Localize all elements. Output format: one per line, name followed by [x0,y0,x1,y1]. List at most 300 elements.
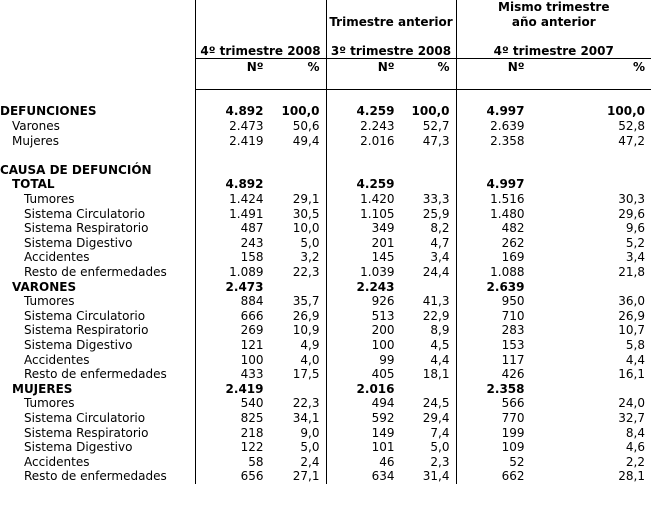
percent-value: 30,5 [292,206,320,221]
defunciones-period [195,104,326,119]
period-values [457,236,651,250]
cause-row [0,221,651,236]
period-values [196,207,326,221]
period-cell [195,469,326,484]
cause-label: Resto de enfermedades [24,264,167,279]
period-values [457,426,651,440]
count-value: 200 [371,323,395,338]
period-cell [326,308,456,323]
unit-labels [326,59,456,74]
period-cell [195,250,326,265]
group-total-value: 2.639 [486,279,525,294]
period-values [196,265,326,279]
count-value: 513 [371,308,395,323]
unit-labels [195,59,326,74]
percent-value: 3,2 [300,250,320,265]
period-values [327,426,456,440]
period-cell [195,425,326,440]
percent-value: 35,7 [292,294,320,309]
period-values [457,469,651,483]
percent-value: 4,4 [625,352,645,367]
period-cell [326,323,456,338]
period-cell [326,352,456,367]
period-values [457,134,651,148]
header-blank [195,29,326,44]
period-values [196,309,326,323]
percent-value: 5,2 [625,235,645,250]
percent-value: 4,0 [300,352,320,367]
period-values [457,440,651,454]
cause-label: Sistema Respiratorio [24,221,149,236]
count-value: 153 [501,337,525,352]
count-value: 199 [501,425,525,440]
cause-label: Resto de enfermedades [24,367,167,382]
header-blank [456,74,651,89]
count-value: 405 [371,367,395,382]
period-cell [456,352,651,367]
header-blank [195,74,326,89]
period-cell [456,367,651,382]
cause-row [0,454,651,469]
row-label: Mujeres [12,133,59,148]
count-value: 1.089 [229,264,264,279]
count-value: 100 [240,352,264,367]
period-cell [195,367,326,382]
cause-label: Sistema Circulatorio [24,206,146,221]
cause-label: Sistema Respiratorio [24,323,149,338]
period-values [457,309,651,323]
period-values [327,104,456,118]
count-value: 482 [501,221,525,236]
period-values [327,411,456,425]
period-values [196,426,326,440]
count-value: 4.892 [225,104,264,119]
percent-value: 29,4 [422,410,450,425]
period-cell [326,396,456,411]
period-cell [326,119,456,134]
header-blank [0,44,195,59]
percent-value: 2,2 [625,454,645,469]
header-blank [0,74,195,89]
cause-row [0,469,651,484]
period-cell [456,411,651,426]
period-values [327,294,456,308]
period-cell [326,469,456,484]
period-values [196,119,326,133]
period-cell [195,440,326,455]
group-total-row [0,177,651,192]
same-quarter-title-line2: año anterior [456,15,651,30]
count-value: 950 [501,294,525,309]
period-values [327,455,456,469]
period-cell [195,265,326,280]
percent-value: 41,3 [422,294,450,309]
period-cell [195,411,326,426]
percent-value: 50,6 [292,119,320,134]
period-values [327,265,456,279]
period-values [457,104,651,118]
period-values [196,192,326,206]
count-value: 825 [240,410,264,425]
count-value: 122 [240,440,264,455]
count-value: 770 [501,410,525,425]
period-values [457,455,651,469]
unit-labels [456,59,651,74]
percent-value: 4,9 [300,337,320,352]
period-values [327,338,456,352]
count-value: 149 [371,425,395,440]
unit-row [0,59,651,74]
percent-value: 21,8 [618,264,645,279]
period-values [327,367,456,381]
percent-value: 2,4 [300,454,320,469]
period-cell [456,454,651,469]
count-value: 1.424 [229,192,264,207]
period-values [327,221,456,235]
defunciones-period [456,104,651,119]
period-values [196,411,326,425]
period-values [327,60,456,74]
cause-row [0,236,651,251]
header-row-3 [0,29,651,44]
group-total-cell [456,177,651,192]
defunciones-sex-row [0,133,651,148]
percent-value: 33,3 [422,192,450,207]
period-cell [195,133,326,148]
percent-value: 5,8 [625,337,645,352]
count-value: 145 [371,250,395,265]
period-values [196,104,326,118]
period-values [457,323,651,337]
percent-value: 3,4 [430,250,450,265]
period-values [327,192,456,206]
header-blank [326,74,456,89]
period-cell [326,440,456,455]
period-cell [456,308,651,323]
cause-label: Tumores [24,294,75,309]
period-cell [326,192,456,207]
group-total-cell [456,381,651,396]
period-cell [195,454,326,469]
cause-label: Accidentes [24,250,90,265]
period-values [457,367,651,381]
period-cell [195,338,326,353]
period-values [327,323,456,337]
period-cell [195,119,326,134]
period-cell [326,425,456,440]
cause-label: Tumores [24,192,75,207]
percent-value: 47,2 [618,133,645,148]
count-value: 1.088 [490,264,525,279]
cause-label: Sistema Digestivo [24,235,133,250]
period-values [327,309,456,323]
percent-value: 10,7 [618,323,645,338]
count-value: 487 [240,221,264,236]
count-value: 4.259 [356,104,395,119]
period-values [196,236,326,250]
period-values [196,469,326,483]
group-total-cell [195,279,326,294]
period-cell [195,236,326,251]
col3-period: 4º trimestre 2007 [456,44,651,59]
cause-row [0,396,651,411]
period-cell [326,454,456,469]
header-row-1 [0,0,651,15]
cause-row [0,192,651,207]
percent-value: 2,3 [430,454,450,469]
group-total-value: 4.259 [356,177,395,192]
period-cell [195,352,326,367]
percent-value: 3,4 [625,250,645,265]
percent-value: % [437,59,450,74]
percent-value: 18,1 [422,367,450,382]
header-blank [0,29,195,44]
cause-label: Sistema Respiratorio [24,425,149,440]
period-cell [456,250,651,265]
group-total-cell [195,177,326,192]
percent-value: 22,3 [292,396,320,411]
period-values [457,338,651,352]
period-values [196,455,326,469]
count-value: 4.997 [486,104,525,119]
percent-value: 36,0 [618,294,645,309]
row-label: Varones [12,119,60,134]
count-value: 662 [501,469,525,484]
blank [456,163,651,178]
count-value: 121 [240,337,264,352]
spacer [195,148,326,163]
count-value: 566 [501,396,525,411]
cause-label: Sistema Digestivo [24,440,133,455]
period-row [0,44,651,59]
percent-value: 24,0 [618,396,645,411]
causa-heading-row [0,163,651,178]
period-cell [195,396,326,411]
spacer [456,89,651,104]
group-label: VARONES [12,279,77,294]
count-value: Nº [246,59,264,74]
period-cell [456,221,651,236]
percent-value: 27,1 [292,469,320,484]
cause-label: Sistema Circulatorio [24,308,146,323]
percent-value: 100,0 [607,104,645,119]
cause-row [0,250,651,265]
percent-value: 8,4 [625,425,645,440]
group-total-row [0,381,651,396]
percent-value: 29,6 [618,206,645,221]
count-value: 201 [371,235,395,250]
period-cell [456,236,651,251]
cause-row [0,338,651,353]
period-values [327,440,456,454]
count-value: 243 [240,235,264,250]
header-row-2 [0,15,651,30]
period-values [457,119,651,133]
count-value: 592 [371,410,395,425]
percent-value: 100,0 [411,104,450,119]
count-value: 926 [371,294,395,309]
count-value: 117 [501,352,525,367]
period-values [196,134,326,148]
count-value: 666 [240,308,264,323]
period-cell [456,425,651,440]
count-value: 349 [371,221,395,236]
cause-label: Resto de enfermedades [24,469,167,484]
spacer [456,148,651,163]
count-value: 2.358 [490,133,525,148]
period-values [196,323,326,337]
count-value: 283 [501,323,525,338]
spacer-row [0,89,651,104]
percent-value: 8,2 [430,221,450,236]
spacer [326,148,456,163]
count-value: 2.639 [490,119,525,134]
period-cell [456,265,651,280]
count-value: 158 [240,250,264,265]
period-values [327,236,456,250]
prev-quarter-title: Trimestre anterior [326,15,456,30]
count-value: 109 [501,440,525,455]
period-cell [195,308,326,323]
period-values [196,396,326,410]
period-values [196,250,326,264]
percent-value: 10,0 [292,221,320,236]
percent-value: 22,9 [422,308,450,323]
period-values [327,250,456,264]
group-total-value: 2.016 [356,381,395,396]
percent-value: 17,5 [292,367,320,382]
period-cell [326,250,456,265]
count-value: 262 [501,235,525,250]
period-cell [195,294,326,309]
cause-row [0,294,651,309]
cause-row [0,265,651,280]
period-values [327,469,456,483]
percent-value: 28,1 [618,469,645,484]
count-value: 2.473 [229,119,264,134]
cause-row [0,425,651,440]
spacer [0,148,195,163]
period-values [196,353,326,367]
cause-row [0,367,651,382]
percent-value: 5,0 [300,235,320,250]
period-values [196,60,326,74]
period-values [457,221,651,235]
count-value: 2.243 [360,119,395,134]
cause-label: Accidentes [24,352,90,367]
cause-row [0,323,651,338]
period-values [457,294,651,308]
period-values [196,367,326,381]
percent-value: 29,1 [292,192,320,207]
group-total-cell [456,279,651,294]
group-total-row [0,279,651,294]
group-total-cell [326,381,456,396]
count-value: 169 [501,250,525,265]
group-label: MUJERES [12,381,73,396]
header-blank [0,0,195,15]
defunciones-sex-row [0,119,651,134]
count-value: 1.491 [229,206,264,221]
count-value: 218 [240,425,264,440]
period-values [327,396,456,410]
period-cell [326,294,456,309]
period-values [457,60,651,74]
period-values [457,250,651,264]
period-values [327,353,456,367]
cause-row [0,352,651,367]
period-values [457,353,651,367]
group-total-value: 4.997 [486,177,525,192]
header-blank [456,29,651,44]
percent-value: 32,7 [618,410,645,425]
group-total-value: 2.419 [225,381,264,396]
unit-rule-row [0,74,651,89]
percent-value: 4,4 [430,352,450,367]
percent-value: 5,0 [300,440,320,455]
period-cell [456,133,651,148]
percent-value: 49,4 [292,133,320,148]
count-value: 710 [501,308,525,323]
group-total-value: 2.473 [225,279,264,294]
period-values [196,440,326,454]
period-cell [456,440,651,455]
defunciones-period [326,104,456,119]
period-cell [326,367,456,382]
period-cell [326,133,456,148]
percent-value: % [307,59,320,74]
percent-value: 24,4 [422,264,450,279]
percent-value: 9,6 [625,221,645,236]
group-total-cell [195,381,326,396]
count-value: 52 [509,454,525,469]
group-total-value: 4.892 [225,177,264,192]
percent-value: 8,9 [430,323,450,338]
count-value: 101 [371,440,395,455]
count-value: 2.419 [229,133,264,148]
period-cell [456,206,651,221]
percent-value: 52,8 [618,119,645,134]
percent-value: 34,1 [292,410,320,425]
percent-value: 16,1 [618,367,645,382]
percent-value: 100,0 [281,104,320,119]
percent-value: 31,4 [422,469,450,484]
count-value: 1.105 [360,206,395,221]
period-cell [456,192,651,207]
count-value: 269 [240,323,264,338]
period-cell [456,469,651,484]
percent-value: 24,5 [422,396,450,411]
blank [195,163,326,178]
blank [326,163,456,178]
header-blank [195,15,326,30]
count-value: 494 [371,396,395,411]
period-cell [326,411,456,426]
count-value: 540 [240,396,264,411]
period-values [327,119,456,133]
period-values [457,265,651,279]
period-values [457,396,651,410]
percent-value: 47,3 [422,133,450,148]
period-cell [195,206,326,221]
count-value: 634 [371,469,395,484]
count-value: Nº [377,59,395,74]
cause-row [0,206,651,221]
period-values [196,338,326,352]
spacer [0,89,195,104]
count-value: 1.480 [490,206,525,221]
percent-value: % [632,59,645,74]
